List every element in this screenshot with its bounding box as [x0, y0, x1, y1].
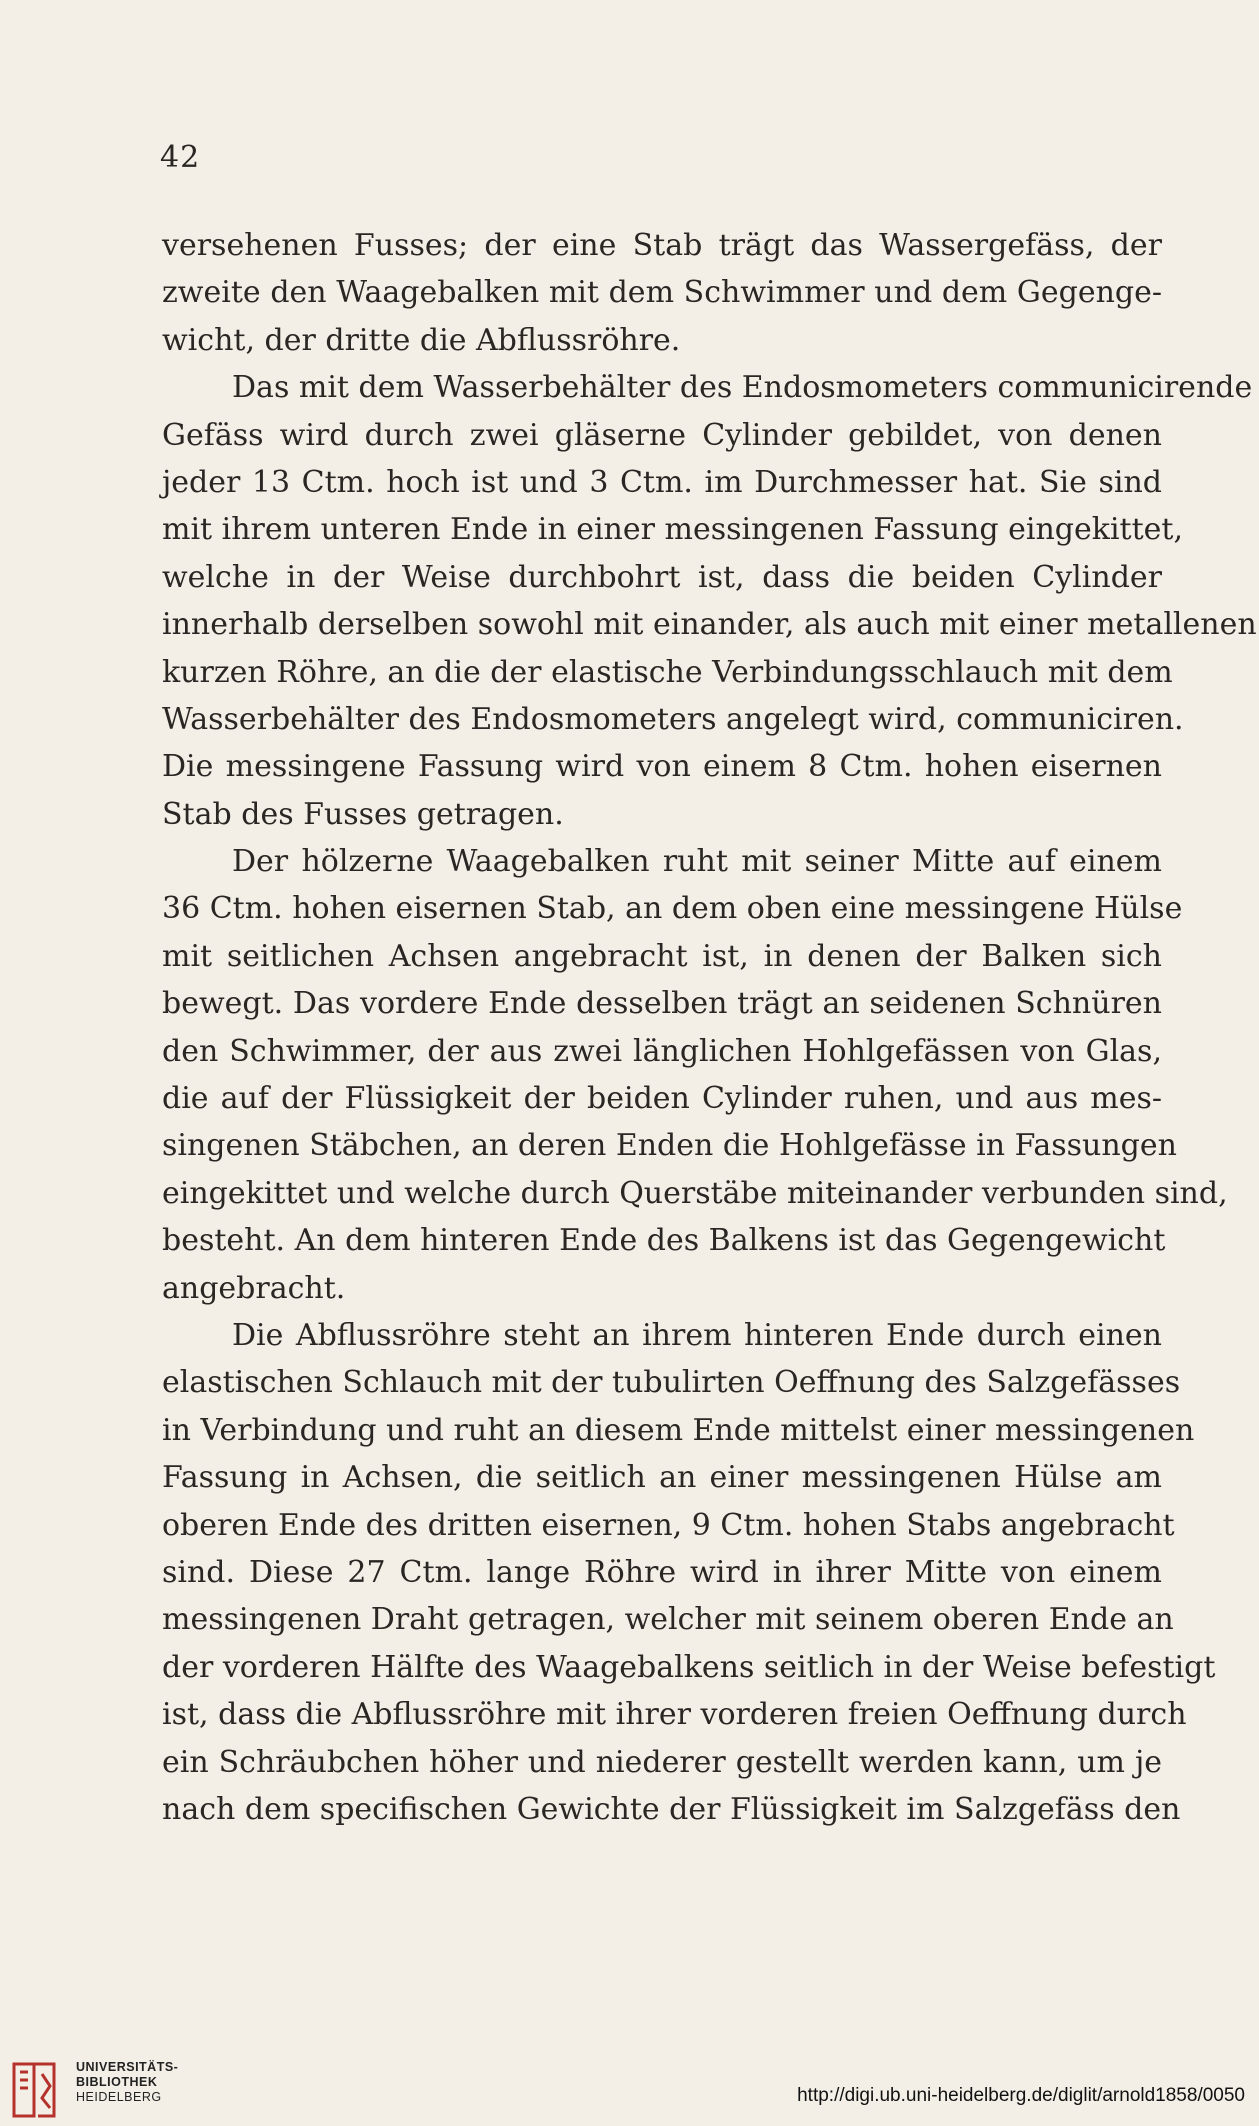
text-line: Die Abflussröhre steht an ihrem hinteren Ende durch einen	[232, 1317, 1162, 1353]
library-name-line: BIBLIOTHEK	[76, 2075, 158, 2089]
library-name-line: UNIVERSITÄTS-	[76, 2060, 179, 2074]
library-name	[76, 2060, 178, 2105]
text-line: bewegt. Das vordere Ende desselben trägt an seidenen Schnüren	[162, 986, 1162, 1022]
text-line: oberen Ende des dritten eisernen, 9 Ctm. hohen Stabs angebracht	[162, 1507, 1175, 1543]
text-line: mit ihrem unteren Ende in einer messingenen Fassung eingekittet,	[162, 512, 1183, 548]
text-line: Stab des Fusses getragen.	[162, 796, 564, 832]
library-logo[interactable]	[10, 2038, 179, 2122]
text-line: singenen Stäbchen, an deren Enden die Hohlgefässe in Fassungen	[162, 1128, 1177, 1164]
page-number: 42	[160, 140, 201, 175]
text-line: Wasserbehälter des Endosmometers angelegt wird, communiciren.	[162, 701, 1184, 737]
text-line: jeder 13 Ctm. hoch ist und 3 Ctm. im Durchmesser hat. Sie sind	[162, 464, 1162, 500]
text-line: welche in der Weise durchbohrt ist, dass die beiden Cylinder	[162, 559, 1162, 595]
text-line: zweite den Waagebalken mit dem Schwimmer und dem Gegenge-	[162, 275, 1162, 311]
text-line: eingekittet und welche durch Querstäbe miteinander verbunden sind,	[162, 1175, 1228, 1211]
text-line: 36 Ctm. hohen eisernen Stab, an dem oben eine messingene Hülse	[162, 891, 1183, 927]
text-line: elastischen Schlauch mit der tubulirten Oeffnung des Salzgefässes	[162, 1365, 1181, 1401]
text-line: messingenen Draht getragen, welcher mit seinem oberen Ende an	[162, 1602, 1174, 1638]
text-line: Gefäss wird durch zwei gläserne Cylinder gebildet, von denen	[162, 417, 1162, 453]
text-line: Die messingene Fassung wird von einem 8 Ctm. hohen eisernen	[162, 749, 1162, 785]
text-line: kurzen Röhre, an die der elastische Verbindungsschlauch mit dem	[162, 654, 1173, 690]
text-line: versehenen Fusses; der eine Stab trägt das Wassergefäss, der	[162, 228, 1162, 263]
text-line: nach dem specifischen Gewichte der Flüssigkeit im Salzgefäss den	[162, 1791, 1181, 1827]
text-line: angebracht.	[162, 1270, 346, 1306]
text-line: Fassung in Achsen, die seitlich an einer messingenen Hülse am	[162, 1460, 1162, 1496]
text-line: die auf der Flüssigkeit der beiden Cylinder ruhen, und aus mes-	[162, 1081, 1162, 1117]
text-line: in Verbindung und ruht an diesem Ende mittelst einer messingenen	[162, 1412, 1195, 1448]
footer	[0, 2030, 1259, 2126]
text-line: ist, dass die Abflussröhre mit ihrer vorderen freien Oeffnung durch	[162, 1697, 1187, 1733]
library-seal-icon	[10, 2058, 66, 2122]
text-line: besteht. An dem hinteren Ende des Balkens ist das Gegengewicht	[162, 1223, 1166, 1259]
source-url[interactable]: http://digi.ub.uni-heidelberg.de/diglit/arnold1858/0050	[797, 2085, 1245, 2106]
text-line: sind. Diese 27 Ctm. lange Röhre wird in ihrer Mitte von einem	[162, 1554, 1162, 1590]
text-line: innerhalb derselben sowohl mit einander, als auch mit einer metallenen	[162, 607, 1257, 643]
text-line: Der hölzerne Waagebalken ruht mit seiner Mitte auf einem	[232, 844, 1162, 880]
text-line: ein Schräubchen höher und niederer gestellt werden kann, um je	[162, 1744, 1162, 1780]
text-block	[162, 222, 1257, 1833]
text-line: mit seitlichen Achsen angebracht ist, in denen der Balken sich	[162, 938, 1162, 974]
text-line: der vorderen Hälfte des Waagebalkens seitlich in der Weise befestigt	[162, 1649, 1216, 1685]
text-line: wicht, der dritte die Abflussröhre.	[162, 322, 681, 358]
text-line: Das mit dem Wasserbehälter des Endosmometers communicirende	[232, 370, 1253, 406]
library-name-line: HEIDELBERG	[76, 2090, 162, 2104]
text-line: den Schwimmer, der aus zwei länglichen Hohlgefässen von Glas,	[162, 1033, 1162, 1069]
